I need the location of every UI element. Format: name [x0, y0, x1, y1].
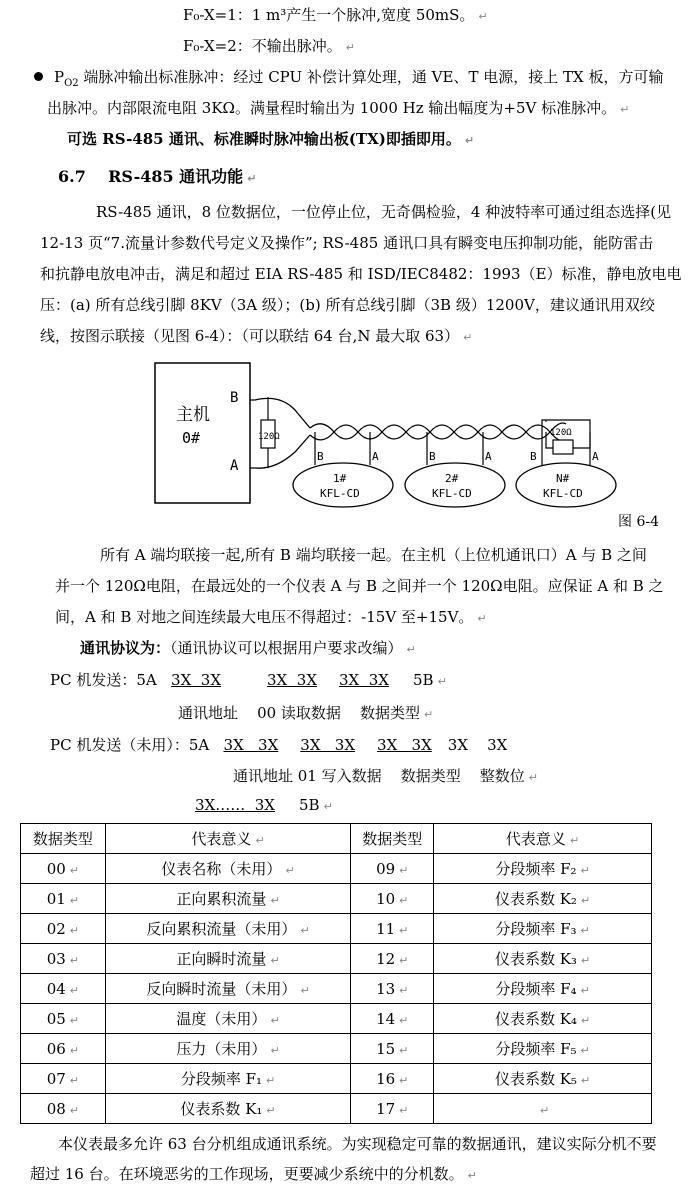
- footer-line2: 超过 16 台。在环境恶劣的工作现场，更要减少系统中的分机数。 ↵: [30, 1165, 477, 1183]
- table-cell: 17 ↵: [351, 1094, 434, 1124]
- table-cell: 11 ↵: [351, 914, 434, 944]
- rs485-wiring-diagram: [150, 360, 620, 510]
- table-cell: 04 ↵: [21, 974, 106, 1004]
- table-cell: 15 ↵: [351, 1034, 434, 1064]
- dev1-b-label: B: [317, 450, 324, 463]
- host-b-label: B: [230, 390, 239, 406]
- table-cell: 正向累积流量 ↵: [105, 884, 351, 914]
- table-cell: 分段频率 F₁ ↵: [105, 1064, 351, 1094]
- figure-caption: 图 6-4: [618, 514, 659, 530]
- table-cell: 分段频率 F₃ ↵: [434, 914, 652, 944]
- protocol-heading: 通讯协议为：（通讯协议可以根据用户要求改编） ↵: [80, 639, 416, 657]
- optional-note: 可选 RS-485 通讯、标准瞬时脉冲输出板(TX)即插即用。 ↵: [67, 130, 475, 148]
- table-cell: 14 ↵: [351, 1004, 434, 1034]
- table-cell: 00 ↵: [21, 854, 106, 884]
- table-cell: 仪表系数 K₅ ↵: [434, 1064, 652, 1094]
- para2-line2: 并一个 120Ω电阻，在最远处的一个仪表 A 与 B 之间并一个 120Ω电阻。应保证 A 和 B 之: [55, 577, 664, 595]
- table-cell: 反向瞬时流量（未用） ↵: [105, 974, 351, 1004]
- table-cell: 02 ↵: [21, 914, 106, 944]
- devn-b-label: B: [530, 450, 537, 463]
- table-cell: 压力（未用） ↵: [105, 1034, 351, 1064]
- table-cell: 16 ↵: [351, 1064, 434, 1094]
- table-row: [21, 884, 652, 914]
- para1-line4: 压：(a) 所有总线引脚 8KV（3A 级）；(b) 所有总线引脚（3B 级）1200V，建议通讯用双绞: [40, 296, 655, 314]
- table-cell: 反向累积流量（未用） ↵: [105, 914, 351, 944]
- table-cell: ↵: [434, 1094, 652, 1124]
- device-n-model: KFL-CD: [543, 487, 583, 500]
- table-row: [21, 944, 652, 974]
- table-cell: 仪表名称（未用） ↵: [105, 854, 351, 884]
- table-cell: 仪表系数 K₂ ↵: [434, 884, 652, 914]
- device-1-model: KFL-CD: [320, 487, 360, 500]
- device-1-id: 1#: [333, 472, 347, 485]
- table-cell: 温度（未用） ↵: [105, 1004, 351, 1034]
- table-header-row: [21, 824, 652, 854]
- data-type-table: [20, 823, 652, 1124]
- device-2-id: 2#: [445, 472, 459, 485]
- dev2-b-label: B: [429, 450, 436, 463]
- table-cell: 06 ↵: [21, 1034, 106, 1064]
- bullet-dot: [34, 72, 43, 81]
- po2-bullet-line2: 出脉冲。内部限流电阻 3KΩ。满量程时输出为 1000 Hz 输出幅度为+5V 标准脉冲。 ↵: [47, 99, 630, 117]
- f0-x1-line: F₀-X=1：1 m³产生一个脉冲,宽度 50mS。 ↵: [183, 6, 488, 24]
- table-cell: 仪表系数 K₃ ↵: [434, 944, 652, 974]
- table-row: [21, 854, 652, 884]
- table-cell: 08 ↵: [21, 1094, 106, 1124]
- table-row: [21, 1034, 652, 1064]
- table-cell: 正向瞬时流量 ↵: [105, 944, 351, 974]
- pc-send-write: PC 机发送（未用）：5A 3X 3X 3X 3X 3X 3X 3X 3X: [50, 736, 508, 754]
- footer-line1: 本仪表最多允许 63 台分机组成通讯系统。为实现稳定可靠的数据通讯，建议实际分机不要: [58, 1135, 657, 1153]
- header-cell: 数据类型: [351, 824, 434, 854]
- host-b-wire: [250, 398, 310, 428]
- dev1-a-label: A: [372, 450, 379, 463]
- header-cell: 数据类型: [21, 824, 106, 854]
- table-cell: 13 ↵: [351, 974, 434, 1004]
- pc-send-write-cont: 3X…… 3X 5B ↵: [195, 796, 333, 814]
- table-cell: 10 ↵: [351, 884, 434, 914]
- table-row: [21, 974, 652, 1004]
- para2-line1: 所有 A 端均联接一起,所有 B 端均联接一起。在主机（上位机通讯口）A 与 B 之间: [100, 546, 647, 564]
- host-label-2: 0#: [182, 429, 201, 447]
- table-row: [21, 1004, 652, 1034]
- table-cell: 分段频率 F₂ ↵: [434, 854, 652, 884]
- host-label-1: 主机: [176, 405, 210, 425]
- table-cell: 分段频率 F₄ ↵: [434, 974, 652, 1004]
- f0-x2-line: F₀-X=2：不输出脉冲。 ↵: [183, 37, 355, 55]
- host-a-label: A: [230, 458, 239, 474]
- table-row: [21, 1064, 652, 1094]
- host-resistor-label: 120Ω: [258, 432, 280, 442]
- devn-a-label: A: [592, 450, 599, 463]
- table-row: [21, 1094, 652, 1124]
- para2-line3: 间，A 和 B 对地之间连续最大电压不得超过：-15V 至+15V。 ↵: [55, 608, 487, 626]
- host-box: [155, 363, 250, 503]
- table-cell: 12 ↵: [351, 944, 434, 974]
- table-cell: 仪表系数 K₄ ↵: [434, 1004, 652, 1034]
- pc-send-write-labels: 通讯地址 01 写入数据 数据类型 整数位 ↵: [233, 767, 538, 785]
- device-n-id: N#: [556, 472, 570, 485]
- section-heading: 6.7 RS-485 通讯功能 ↵: [58, 167, 257, 186]
- para1-line2: 12-13 页“7.流量计参数代号定义及操作”; RS-485 通讯口具有瞬变电压抑制功能，能防雷击: [40, 234, 654, 252]
- pc-send-read: PC 机发送：5A 3X 3X 3X 3X 3X 3X 5B ↵: [50, 671, 447, 689]
- device-2-model: KFL-CD: [432, 487, 472, 500]
- device-n: [516, 463, 616, 507]
- end-resistor-label: 120Ω: [550, 428, 572, 438]
- table-cell: 03 ↵: [21, 944, 106, 974]
- table-cell: 07 ↵: [21, 1064, 106, 1094]
- table-cell: 仪表系数 K₁ ↵: [105, 1094, 351, 1124]
- pc-send-read-labels: 通讯地址 00 读取数据 数据类型 ↵: [178, 704, 434, 722]
- table-cell: 09 ↵: [351, 854, 434, 884]
- para1-line5: 线，按图示联接（见图 6-4）：（可以联结 64 台,N 最大取 63） ↵: [40, 327, 473, 345]
- para1-line3: 和抗静电放电冲击，满足和超过 EIA RS-485 和 ISD/IEC8482：1993（E）标准，静电放电电: [40, 265, 682, 283]
- end-resistor: [553, 440, 573, 454]
- para1-line1: RS-485 通讯，8 位数据位，一位停止位，无奇偶检验，4 种波特率可通过组态选择(见: [96, 203, 672, 221]
- device-2: [405, 463, 505, 507]
- table-cell: 05 ↵: [21, 1004, 106, 1034]
- device-1: [293, 463, 393, 507]
- header-cell: 代表意义 ↵: [105, 824, 351, 854]
- table-cell: 01 ↵: [21, 884, 106, 914]
- table-row: [21, 914, 652, 944]
- table-cell: 分段频率 F₅ ↵: [434, 1034, 652, 1064]
- po2-bullet-line1: $P_{O2}$ 端脉冲输出标准脉冲：经过 CPU 补偿计算处理，通 VE、T 电源，接上 TX 板，方可输: [54, 68, 664, 89]
- header-cell: 代表意义 ↵: [434, 824, 652, 854]
- dev2-a-label: A: [485, 450, 492, 463]
